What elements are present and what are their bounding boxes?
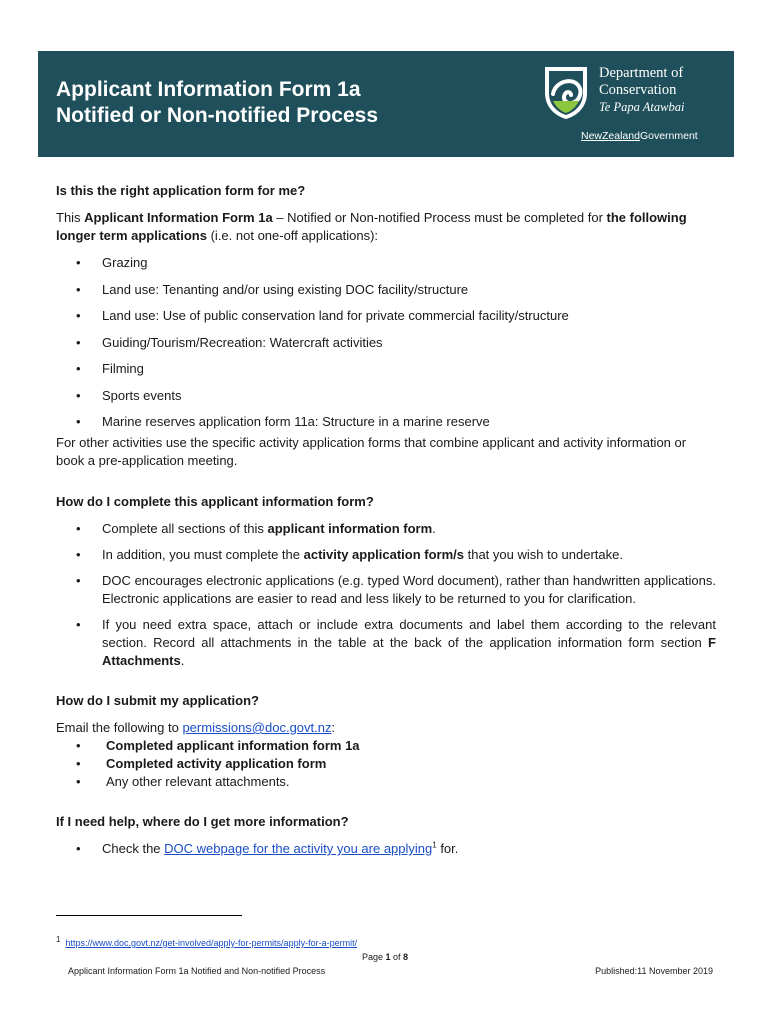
item2-text-a: In addition, you must complete the: [102, 547, 304, 562]
list-item: [56, 520, 716, 538]
doc-koru-shield-icon: [541, 63, 591, 121]
doc-name-line-2: Conservation: [599, 82, 677, 98]
help-text-a: Check the: [102, 841, 165, 856]
page-number: [0, 952, 770, 962]
list-item: • Grazing: [56, 254, 716, 272]
title-line-1: Applicant Information Form 1a: [56, 78, 361, 101]
section4-heading: If I need help, where do I get more information?: [56, 814, 349, 829]
submit-item-1: Completed applicant information form 1a: [106, 738, 360, 753]
list-item: • Marine reserves application form 11a: Structure in a marine reserve: [56, 413, 716, 431]
title-line-2: Notified or Non-notified Process: [56, 104, 379, 127]
footnote-ref[interactable]: 1: [432, 840, 437, 850]
doc-name-maori: Te Papa Atawbai: [599, 100, 685, 114]
list-item: • Land use: Use of public conservation land for private commercial facility/structure: [56, 307, 716, 325]
list-item: • Any other relevant attachments.: [56, 773, 716, 791]
list-item: [56, 737, 716, 755]
section1-heading: Is this the right application form for me?: [56, 183, 306, 198]
instructions-list: [56, 520, 716, 670]
section3-heading: How do I submit my application?: [56, 693, 259, 708]
help-text-c: for.: [436, 841, 459, 856]
page-current: 1: [385, 952, 391, 962]
page-title: [56, 77, 378, 129]
help-list: [56, 840, 716, 858]
submit-item-2: Completed activity application form: [106, 756, 327, 771]
section2-heading: How do I complete this applicant information form?: [56, 494, 374, 509]
nzgov-government: Government: [639, 130, 698, 142]
footnote-divider: [56, 915, 242, 916]
doc-webpage-link[interactable]: DOC webpage for the activity you are applying: [164, 841, 433, 856]
footer-published-date: Published:11 November 2019: [595, 966, 713, 976]
email-prefix: Email the following to: [56, 720, 183, 735]
list-item: • Land use: Tenanting and/or using existing DOC facility/structure: [56, 281, 716, 299]
footer-form-title: Applicant Information Form 1a Notified and Non-notified Process: [68, 966, 326, 976]
item1-text-a: Complete all sections of this: [102, 521, 268, 536]
list-item: [56, 840, 716, 858]
intro-text-a: This: [56, 210, 85, 225]
intro-text-e: (i.e. not one-off applications):: [206, 228, 379, 243]
doc-logo: [541, 63, 716, 123]
list-item: • DOC encourages electronic applications (e.g. typed Word document), rather than handwritten applications. Electronic applications are easier to read and less likely to be returned to you for clarification.: [56, 572, 716, 608]
section3-email-line: [56, 719, 716, 737]
item2-text-c: that you wish to undertake.: [464, 547, 623, 562]
email-suffix: :: [331, 720, 336, 735]
list-item: • Sports events: [56, 387, 716, 405]
list-item: [56, 546, 716, 564]
intro-term-apps: the following longer term applications: [56, 210, 687, 243]
list-item: [56, 616, 716, 670]
item1-bold: applicant information form: [267, 521, 433, 536]
page-label: Page: [361, 952, 386, 962]
list-item: • Guiding/Tourism/Recreation: Watercraft activities: [56, 334, 716, 352]
list-item: [56, 755, 716, 773]
item1-text-c: .: [432, 521, 436, 536]
doc-wordmark: [599, 65, 684, 116]
intro-text-c: – Notified or Non-notified Process must be completed for: [272, 210, 607, 225]
main-content: [56, 182, 716, 858]
item4-text-c: .: [180, 653, 185, 668]
submit-list: [56, 737, 716, 791]
footnote-url-link[interactable]: https://www.doc.govt.nz/get-involved/apply-for-permits/apply-for-a-permit/: [65, 938, 358, 948]
footnote-number: 1: [56, 935, 61, 944]
item2-bold: activity application form/s: [303, 547, 464, 562]
footnote: [56, 935, 358, 948]
section1-intro: [56, 209, 716, 245]
nz-government-logo: [581, 130, 698, 142]
section1-outro: For other activities use the specific activity application forms that combine applicant and activity information or book a pre-application meeting.: [56, 435, 687, 468]
item4-text-a: If you need extra space, attach or include extra documents and label them according to the relevant section. Record all attachments in the table at the back of the application information form section: [102, 617, 716, 650]
email-link[interactable]: permissions@doc.govt.nz: [182, 720, 332, 735]
list-item: • Filming: [56, 360, 716, 378]
activity-list: [56, 254, 716, 431]
nzgov-new-zealand: NewZealand: [581, 130, 640, 142]
item4-bold: F Attachments: [102, 635, 716, 668]
header-banner: [38, 51, 734, 157]
doc-name-line-1: Department of: [599, 65, 684, 81]
page-of: of: [390, 952, 404, 962]
intro-form-name: Applicant Information Form 1a: [84, 210, 273, 225]
page-total: 8: [403, 952, 409, 962]
